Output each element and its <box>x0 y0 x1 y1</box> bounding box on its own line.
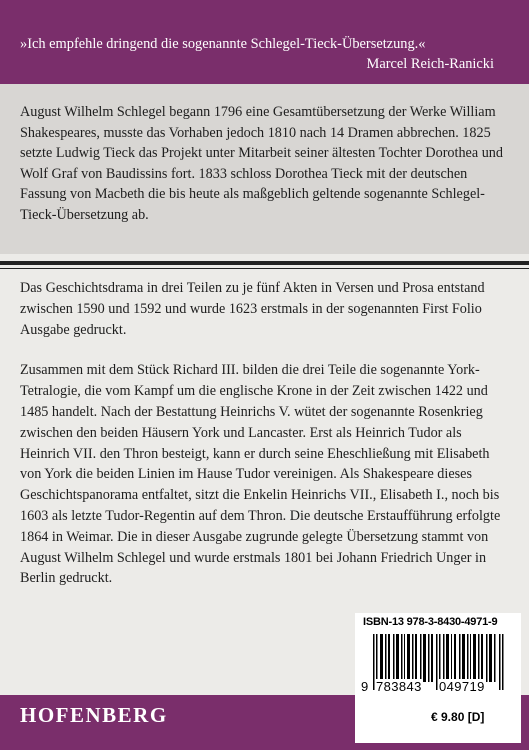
barcode-lead-digit: 9 <box>361 679 369 694</box>
barcode-panel <box>355 613 521 743</box>
quote-author: Marcel Reich-Ranicki <box>366 56 494 72</box>
isbn-label: ISBN-13 978-3-8430-4971-9 <box>363 616 498 628</box>
price-label: € 9.80 [D] <box>431 710 485 724</box>
intro-panel <box>0 84 529 254</box>
divider-thick <box>0 261 529 265</box>
intro-text: August Wilhelm Schlegel begann 1796 eine Gesamtübersetzung der Werke William Shakespeares, musste das Vorhaben jedoch 1810 nach 14 Dramen abbrechen. 1825 setzte Ludwig Tieck das Projekt unter Mitarbeit seiner ältesten Tochter Dorothea und Wolf Graf von Baudissins fort. 1833 schloss Dorothea Tieck mit der deutschen Fassung von Macbeth die bis heute als maßgeblich geltende sogenannte Schlegel-Tieck-Übersetzung ab. <box>20 104 503 223</box>
description-body <box>20 278 512 609</box>
description-paragraph-1: Das Geschichtsdrama in drei Teilen zu je fünf Akten in Versen und Prosa entstand zwischen 1590 und 1592 und wurde 1623 erstmals in der sogenannten First Folio Ausgabe gedruckt. <box>20 280 485 338</box>
blurb-quote <box>20 34 500 74</box>
barcode-right-digits: 049719 <box>439 679 485 694</box>
description-paragraph-2: Zusammen mit dem Stück Richard III. bilden die drei Teile die sogenannte York-Tetralogie, die vom Kampf um die englische Krone in der Zeit zwischen 1422 und 1485 handelt. Nach der Bestattung Heinrichs V. wütet der sogenannte Rosenkrieg zwischen den beiden Häusern York und Lancaster. Erst als Heinrich Tudor als Heinrich VII. den Thron besteigt, kann er durch seine Eheschließung mit Elisabeth von York die beiden Linien im Hause Tudor vereinigen. Als Shakespeare dieses Geschichtspanorama entfaltet, sitzt die Enkelin Heinrichs VII., Elisabeth I., noch bis 1603 als letzte Tudor-Regentin auf dem Thron. Die deutsche Erstaufführung erfolgte 1864 in Weimar. Die in dieser Ausgabe zugrunde gelegte Übersetzung stammt von August Wilhelm Schlegel und wurde erstmals 1801 bei Johann Friedrich Unger in Berlin gedruckt. <box>20 362 501 587</box>
barcode-left-digits: 783843 <box>376 679 422 694</box>
divider-thin <box>0 268 529 269</box>
publisher-logo: HOFENBERG <box>20 703 168 727</box>
quote-text: »Ich empfehle dringend die sogenannte Schlegel-Tieck-Übersetzung.« <box>20 36 426 52</box>
